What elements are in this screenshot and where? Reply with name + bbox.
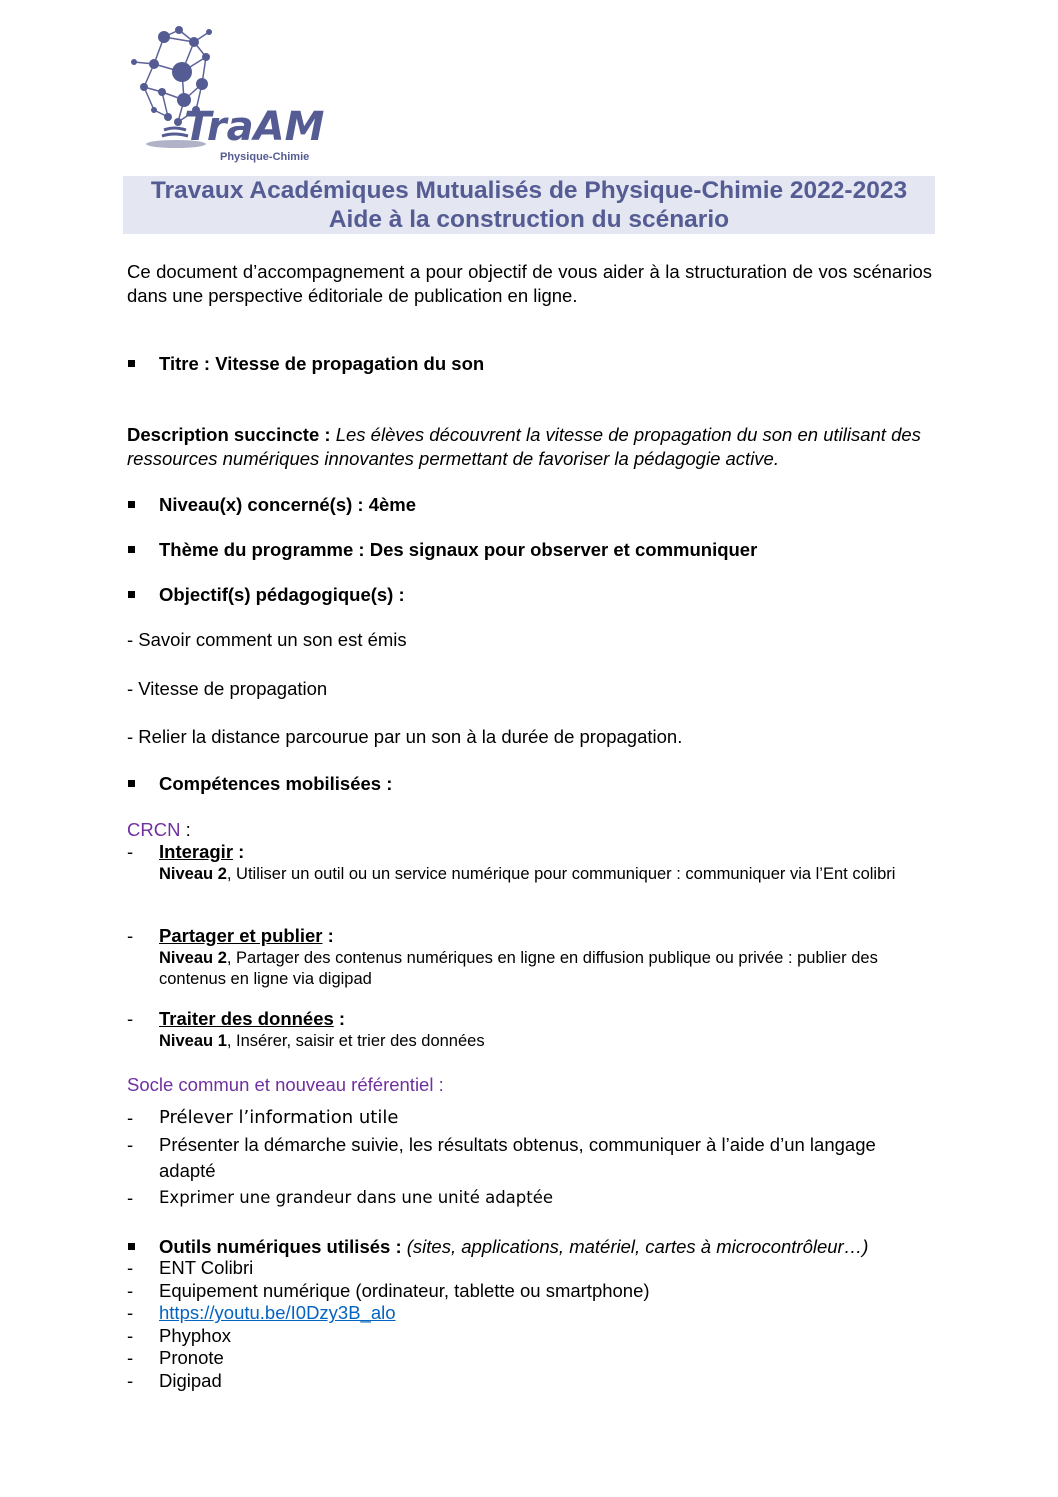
crcn-item-colon: : — [333, 1008, 346, 1029]
logo-text: TraAM — [184, 104, 325, 150]
competences-item — [124, 772, 934, 796]
crcn-item-level: Niveau 1 — [159, 1032, 227, 1050]
bullet-square-icon — [128, 360, 135, 367]
intro-paragraph: Ce document d’accompagnement a pour objectif de vous aider à la structuration de vos scénarios dans une perspective éditoriale de publication en ligne. — [127, 261, 932, 306]
crcn-item — [127, 924, 907, 990]
crcn-item-colon: : — [322, 925, 334, 946]
objectif-item: - Savoir comment un son est émis — [127, 629, 407, 650]
outils-label: Outils numériques utilisés : — [159, 1236, 407, 1257]
socle-item: - Présenter la démarche suivie, les résultats obtenus, communiquer à l’aide d’un langage adapté — [127, 1134, 876, 1181]
crcn-colon: : — [180, 819, 191, 840]
objectifs-item — [124, 583, 934, 607]
competences-label: Compétences mobilisées : — [159, 773, 393, 794]
crcn-heading — [127, 818, 191, 842]
dash-marker: - — [127, 841, 134, 862]
bullet-square-icon — [128, 780, 135, 787]
objectif-item: - Relier la distance parcourue par un son à la durée de propagation. — [127, 726, 683, 747]
header-line-2: Aide à la construction du scénario — [328, 206, 730, 233]
niveau-text: Niveau(x) concerné(s) : 4ème — [159, 494, 417, 515]
crcn-item-desc: , Insérer, saisir et trier des données — [226, 1032, 485, 1050]
logo-subtitle: Physique-Chimie — [220, 151, 310, 163]
outil-item: - https://youtu.be/I0Dzy3B_alo — [127, 1302, 396, 1324]
outil-item: - ENT Colibri — [127, 1257, 254, 1278]
outils-hint: (sites, applications, matériel, cartes à microcontrôleur…) — [406, 1236, 869, 1257]
outils-list — [127, 1257, 917, 1393]
crcn-item — [127, 840, 907, 885]
bullet-square-icon — [128, 1243, 135, 1250]
crcn-item-title: Traiter des données — [159, 1008, 334, 1029]
crcn-item-desc: , Partager des contenus numériques en ligne en diffusion publique ou privée : publier des contenus en ligne via digipad — [159, 949, 878, 988]
crcn-item-desc: , Utiliser un outil ou un service numérique pour communiquer : communiquer via l’Ent colibri — [226, 865, 896, 883]
description-label: Description succincte : — [127, 424, 336, 445]
description-paragraph — [127, 423, 935, 471]
outil-item: - Equipement numérique (ordinateur, tablette ou smartphone) — [127, 1279, 650, 1301]
header-line-1: Travaux Académiques Mutualisés de Physique-Chimie 2022-2023 — [150, 177, 908, 204]
socle-heading: Socle commun et nouveau référentiel : — [127, 1074, 444, 1095]
outil-item: - Digipad — [127, 1369, 222, 1391]
document-header — [123, 176, 935, 234]
crcn-label: CRCN — [127, 819, 181, 840]
crcn-item-level: Niveau 2 — [159, 865, 227, 883]
lightbulb-network-icon — [124, 22, 334, 167]
crcn-item-colon: : — [233, 841, 245, 862]
socle-item: - Exprimer une grandeur dans une unité adaptée — [127, 1187, 554, 1208]
objectif-item: - Vitesse de propagation — [127, 678, 328, 699]
bullet-square-icon — [128, 591, 135, 598]
socle-list — [127, 1106, 917, 1210]
dash-marker: - — [127, 1008, 134, 1029]
titre-item — [124, 352, 934, 376]
titre-text: Titre : Vitesse de propagation du son — [159, 353, 485, 374]
crcn-item-level: Niveau 2 — [159, 949, 227, 967]
crcn-item — [127, 1007, 907, 1052]
bullet-square-icon — [128, 501, 135, 508]
theme-text: Thème du programme : Des signaux pour observer et communiquer — [159, 539, 758, 560]
youtube-link[interactable]: https://youtu.be/I0Dzy3B_alo — [159, 1302, 396, 1324]
outil-item: - Pronote — [127, 1347, 224, 1369]
outils-item — [124, 1235, 934, 1259]
socle-item: - Prélever l’information utile — [127, 1107, 399, 1128]
outil-item: - Phyphox — [127, 1324, 231, 1346]
crcn-item-title: Interagir — [159, 841, 234, 862]
dash-marker: - — [127, 925, 134, 946]
niveau-item — [124, 493, 934, 517]
traam-logo — [124, 22, 334, 167]
bullet-square-icon — [128, 546, 135, 553]
description-text: Les élèves découvrent la vitesse de propagation du son en utilisant des ressources numériques innovantes permettant de favoriser la pédagogie active. — [127, 424, 921, 469]
objectifs-label: Objectif(s) pédagogique(s) : — [159, 584, 405, 605]
theme-item — [124, 538, 934, 562]
crcn-item-title: Partager et publier — [159, 925, 323, 946]
